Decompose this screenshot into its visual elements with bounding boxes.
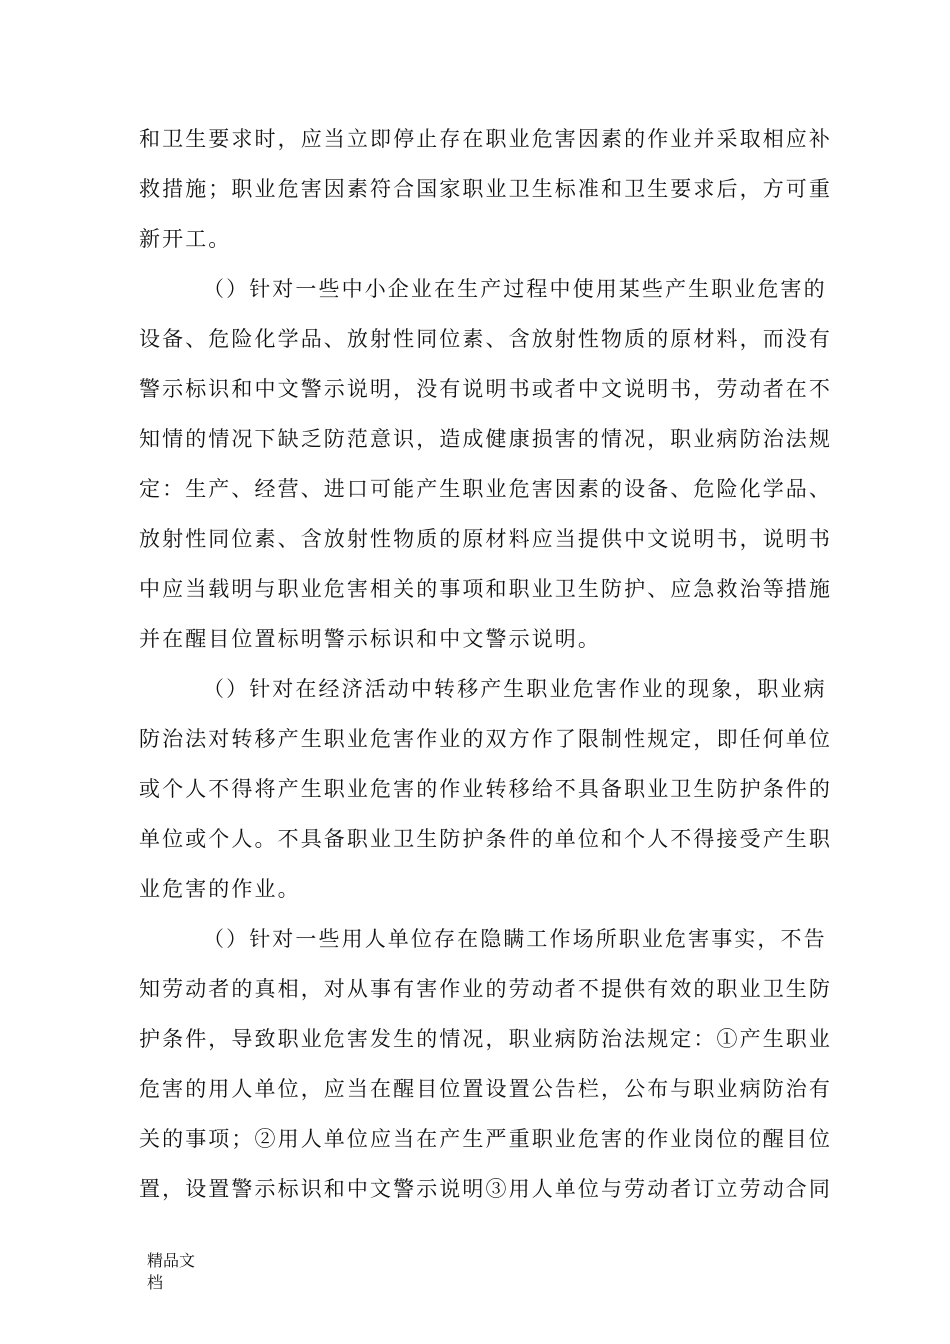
text-line: 警示标识和中文警示说明，没有说明书或者中文说明书，劳动者在不 — [139, 377, 832, 401]
footer-line: 精品文 — [147, 1251, 196, 1270]
text-line: 知劳动者的真相，对从事有害作业的劳动者不提供有效的职业卫生防 — [139, 977, 832, 1001]
paragraph-start-line: （）针对一些用人单位存在隐瞒工作场所职业危害事实，不告 — [203, 927, 827, 951]
text-line: 单位或个人。不具备职业卫生防护条件的单位和个人不得接受产生职 — [139, 827, 832, 851]
text-line: 新开工。 — [139, 227, 232, 251]
footer-line: 档 — [147, 1273, 164, 1292]
paragraph-start-line: （）针对一些中小企业在生产过程中使用某些产生职业危害的 — [203, 277, 827, 301]
paragraph-start-line: （）针对在经济活动中转移产生职业危害作业的现象，职业病 — [203, 677, 827, 701]
text-line: 防治法对转移产生职业危害作业的双方作了限制性规定，即任何单位 — [139, 727, 832, 751]
text-line: 业危害的作业。 — [139, 877, 301, 901]
text-line: 定：生产、经营、进口可能产生职业危害因素的设备、危险化学品、 — [139, 477, 832, 501]
text-line: 放射性同位素、含放射性物质的原材料应当提供中文说明书，说明书 — [139, 527, 832, 551]
text-line: 中应当载明与职业危害相关的事项和职业卫生防护、应急救治等措施 — [139, 577, 832, 601]
page-footer — [147, 1250, 217, 1294]
text-line: 置，设置警示标识和中文警示说明③用人单位与劳动者订立劳动合同 — [139, 1177, 832, 1201]
text-line: 并在醒目位置标明警示标识和中文警示说明。 — [139, 627, 601, 651]
text-line: 设备、危险化学品、放射性同位素、含放射性物质的原材料，而没有 — [139, 327, 832, 351]
text-line: 和卫生要求时，应当立即停止存在职业危害因素的作业并采取相应补 — [139, 127, 832, 151]
text-line: 关的事项；②用人单位应当在产生严重职业危害的作业岗位的醒目位 — [139, 1127, 832, 1151]
text-line: 危害的用人单位，应当在醒目位置设置公告栏，公布与职业病防治有 — [139, 1077, 832, 1101]
text-line: 救措施；职业危害因素符合国家职业卫生标准和卫生要求后，方可重 — [139, 177, 832, 201]
text-line: 护条件，导致职业危害发生的情况，职业病防治法规定：①产生职业 — [139, 1027, 832, 1051]
text-line: 或个人不得将产生职业危害的作业转移给不具备职业卫生防护条件的 — [139, 777, 832, 801]
text-line: 知情的情况下缺乏防范意识，造成健康损害的情况，职业病防治法规 — [139, 427, 832, 451]
